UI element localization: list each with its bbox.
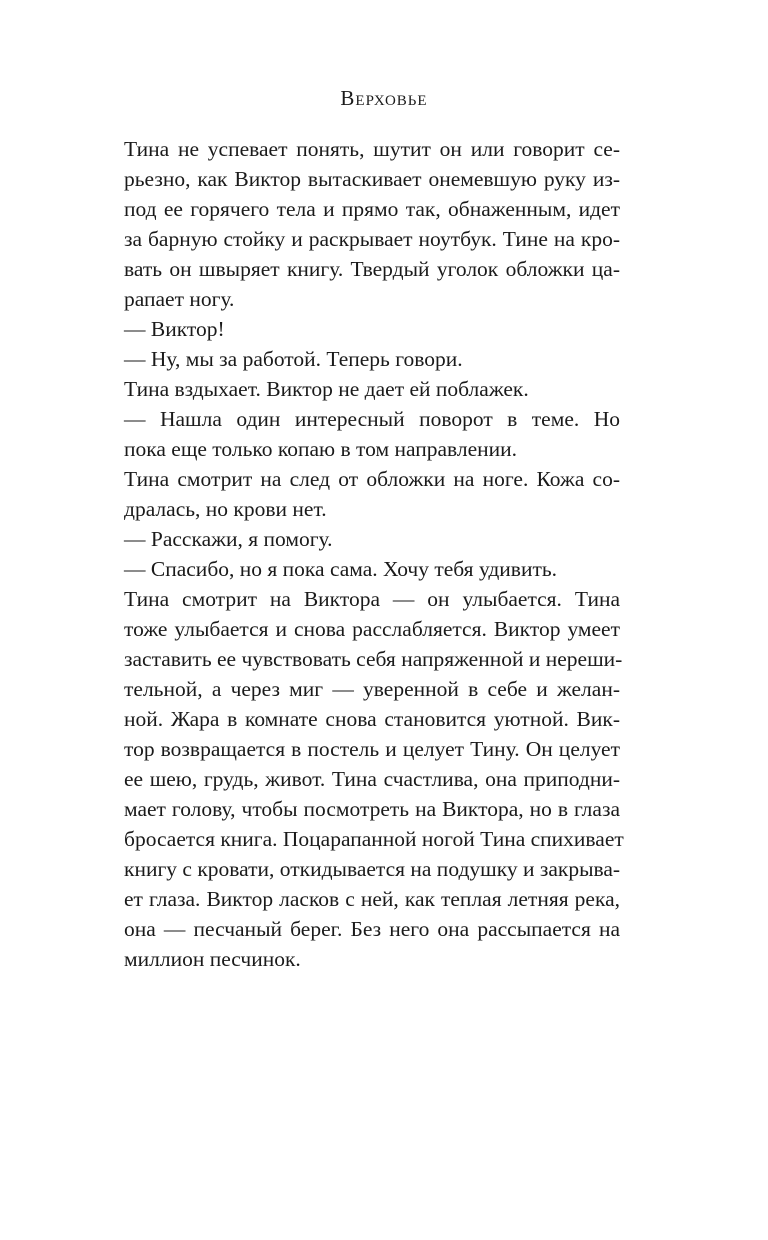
- text-line: ее шею, грудь, живот. Тина счастлива, она приподни-: [124, 767, 620, 791]
- text-line: пока еще только копаю в том направлении.: [124, 437, 518, 461]
- text-line: Тина смотрит на след от обложки на ноге. Кожа со-: [124, 467, 620, 491]
- text-line: рапает ногу.: [124, 287, 235, 311]
- text-line: Тина смотрит на Виктора — он улыбается. Тина: [124, 587, 620, 611]
- text-line: ной. Жара в комнате снова становится уютной. Вик-: [124, 707, 620, 731]
- text-line: заставить ее чувствовать себя напряженной и нереши-: [124, 647, 623, 671]
- text-line: мает голову, чтобы посмотреть на Виктора, но в глаза: [124, 797, 620, 821]
- text-line: — Расскажи, я помогу.: [124, 527, 333, 551]
- text-line: Тина не успевает понять, шутит он или говорит се-: [124, 137, 620, 161]
- text-line: тор возвращается в постель и целует Тину. Он целует: [124, 737, 620, 761]
- text-line: тоже улыбается и снова расслабляется. Виктор умеет: [124, 617, 620, 641]
- text-line: — Ну, мы за работой. Теперь говори.: [124, 347, 463, 371]
- text-line: — Спасибо, но я пока сама. Хочу тебя удивить.: [124, 557, 558, 581]
- text-line: за барную стойку и раскрывает ноутбук. Тине на кро-: [124, 227, 620, 251]
- text-line: вать он швыряет книгу. Твердый уголок обложки ца-: [124, 257, 620, 281]
- text-line: миллион песчинок.: [124, 947, 301, 971]
- text-line: дралась, но крови нет.: [124, 497, 327, 521]
- text-line: книгу с кровати, откидывается на подушку и закрыва-: [124, 857, 621, 881]
- body-text: [124, 134, 624, 974]
- running-head: Верховье: [340, 86, 428, 110]
- text-line: Тина вздыхает. Виктор не дает ей поблажек.: [124, 377, 529, 401]
- text-line: ет глаза. Виктор ласков с ней, как теплая летняя река,: [124, 887, 620, 911]
- text-line: тельной, а через миг — уверенной в себе и желан-: [124, 677, 620, 701]
- text-line: бросается книга. Поцарапанной ногой Тина спихивает: [124, 827, 624, 851]
- text-line: она — песчаный берег. Без него она рассыпается на: [124, 917, 620, 941]
- text-line: под ее горячего тела и прямо так, обнаженным, идет: [124, 197, 620, 221]
- text-line: — Нашла один интересный поворот в теме. Но: [124, 407, 620, 431]
- text-line: — Виктор!: [124, 317, 225, 341]
- text-line: рьезно, как Виктор вытаскивает онемевшую руку из-: [124, 167, 620, 191]
